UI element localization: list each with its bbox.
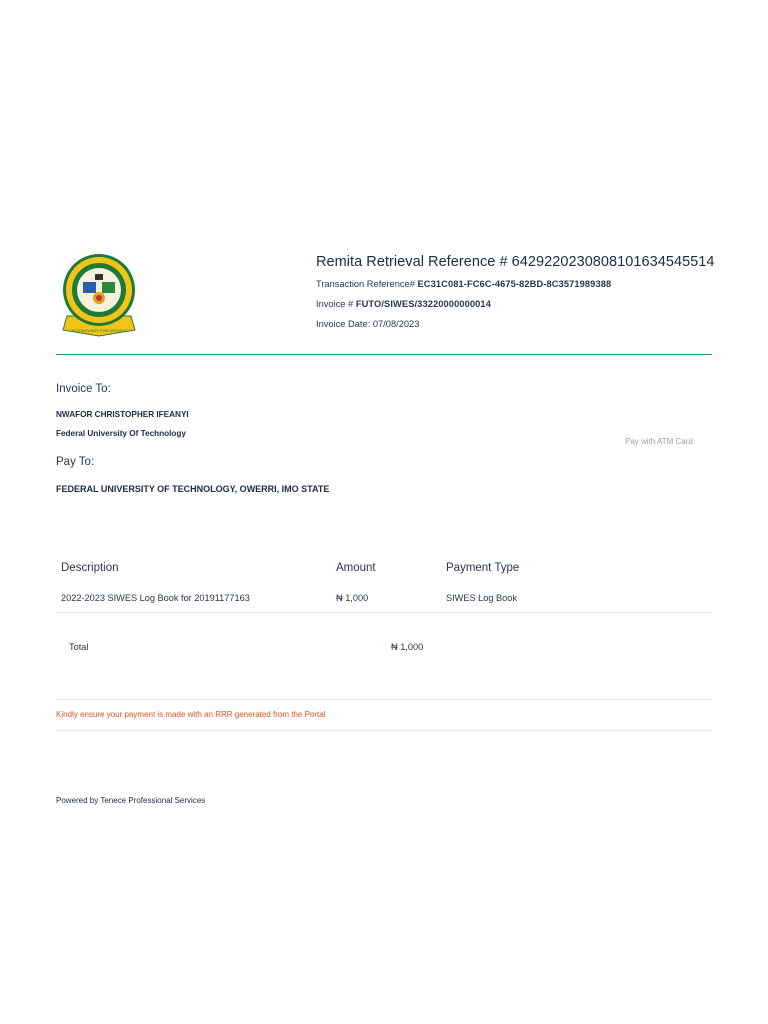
- header-divider: [56, 354, 712, 355]
- payee-name: FEDERAL UNIVERSITY OF TECHNOLOGY, OWERRI, IMO STATE: [56, 484, 330, 494]
- invoice-number-value: FUTO/SIWES/33220000000014: [355, 299, 491, 309]
- column-header-description: Description: [61, 562, 119, 574]
- transaction-reference-value: EC31C081-FC6C-4675-82BD-8C3571989388: [417, 279, 612, 289]
- invoice-number: Invoice # FUTO/SIWES/33220000000014: [316, 299, 491, 309]
- university-logo: [61, 252, 137, 338]
- notice-divider-top: [56, 699, 712, 700]
- total-value: ₦ 1,000: [391, 642, 424, 652]
- pay-with-atm-card-link[interactable]: Pay with ATM Card: [625, 437, 693, 446]
- invoice-to-heading: Invoice To:: [56, 383, 111, 395]
- payer-name: NWAFOR CHRISTOPHER IFEANYI: [56, 410, 189, 419]
- payment-notice: Kindly ensure your payment is made with an RRR generated from the Portal: [56, 710, 326, 719]
- row-divider: [56, 612, 712, 613]
- row-amount: ₦ 1,000: [336, 593, 369, 603]
- svg-text:TECHNOLOGY FOR SERVICE: TECHNOLOGY FOR SERVICE: [70, 328, 128, 333]
- pay-to-heading: Pay To:: [56, 456, 95, 468]
- payer-organization: Federal University Of Technology: [56, 429, 186, 438]
- powered-by-footer: Powered by Tenece Professional Services: [56, 796, 206, 805]
- invoice-date: Invoice Date: 07/08/2023: [316, 319, 420, 329]
- rrr-heading: Remita Retrieval Reference # 6429220230808101634545514: [316, 254, 715, 270]
- notice-divider-bottom: [56, 730, 712, 731]
- row-description: 2022-2023 SIWES Log Book for 20191177163: [61, 593, 250, 603]
- total-label: Total: [69, 642, 89, 652]
- column-header-amount: Amount: [336, 562, 376, 574]
- column-header-payment-type: Payment Type: [446, 562, 520, 574]
- transaction-reference: Transaction Reference# EC31C081-FC6C-4675-82BD-8C3571989388: [316, 279, 612, 289]
- row-payment-type: SIWES Log Book: [446, 593, 517, 603]
